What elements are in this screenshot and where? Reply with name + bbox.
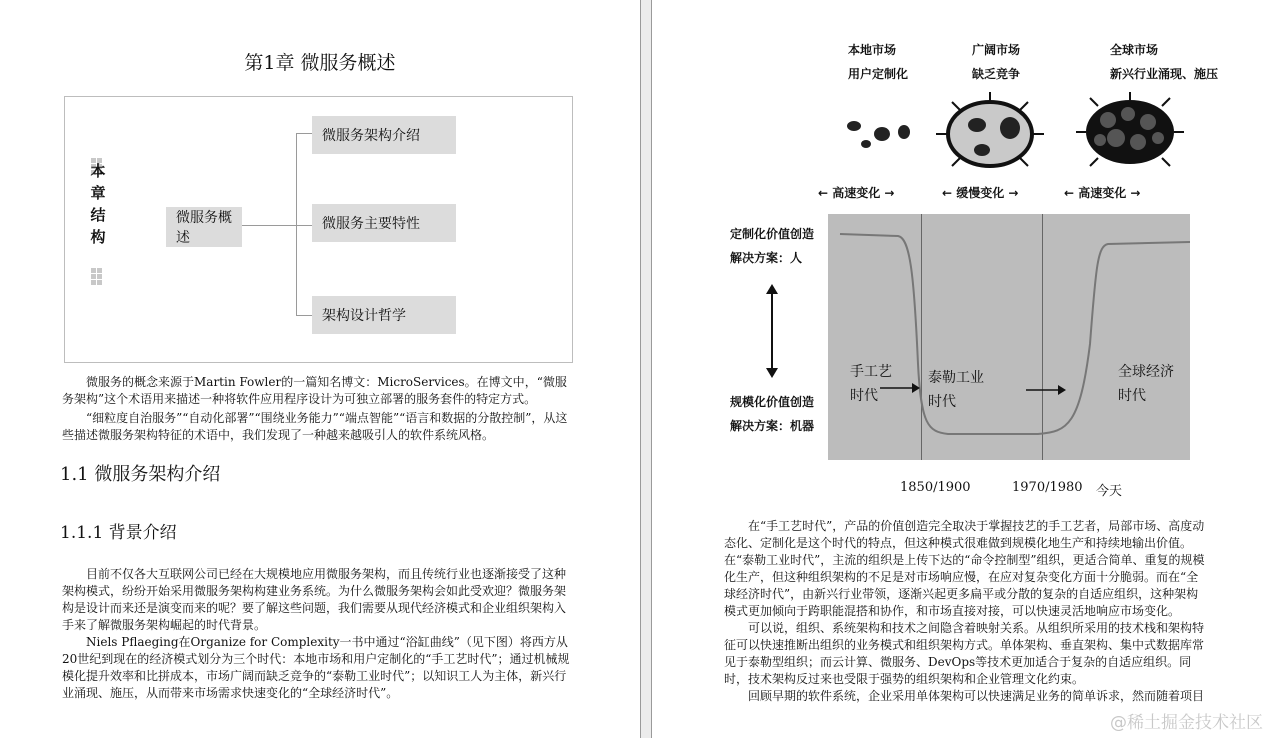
section-heading-1-1: 1.1 微服务架构介绍 xyxy=(60,464,221,485)
mapping-paragraph: 可以说，组织、系统架构和技术之间隐含着映射关系。从组织所采用的技术栈和架构特征可以快速推断出组织的业务模式和组织架构方式。单体架构、垂直架构、集中式数据库常见于泰勒型组织；而云计算、微服务、DevOps等技术更加适合于复杂的自适应组织。同时，技术架构反过来也受限于强势的组织架构和企业管理文化约束。 xyxy=(724,621,1205,686)
connector-line xyxy=(296,133,312,134)
structure-label: 本章结构 xyxy=(90,162,106,246)
connector-line xyxy=(296,315,312,316)
era-label-taylor: 泰勒工业 时代 xyxy=(928,370,984,410)
branch-node-features: 微服务主要特性 xyxy=(312,204,456,242)
right-page xyxy=(652,0,1277,738)
y-label-scale: 规模化价值创造 解决方案：机器 xyxy=(730,395,815,433)
arrow-right-icon xyxy=(1026,384,1066,396)
change-label-fast-2: ← 高速变化 → xyxy=(1064,186,1141,200)
market-label-local: 本地市场 用户定制化 xyxy=(848,43,909,81)
connector-line xyxy=(296,133,297,315)
small-blobs-icon xyxy=(847,121,910,148)
branch-node-intro: 微服务架构介绍 xyxy=(312,116,456,154)
market-illustrations xyxy=(832,92,1232,182)
bathtub-curve xyxy=(828,214,1190,460)
era-label-global: 全球经济 时代 xyxy=(1118,364,1174,404)
arrow-right-icon xyxy=(880,382,920,394)
bathtub-paragraph: Niels Pflaeging在Organize for Complexity一书中通过“浴缸曲线”（见下图）将西方从20世纪到现在的经济模式划分为三个时代：本地市场和用户定制化的“手工艺时代”；通过机械规模化提升效率和比拼成本，市场广阔而缺乏竞争的“泰勒工业时代”；以知识工人为主体，新兴行业涌现、施压，从而带来市场需求快速变化的“全球经济时代”。 xyxy=(62,635,570,700)
x-tick-today: 今天 xyxy=(1096,484,1123,499)
chapter-title: 第1章 微服务概述 xyxy=(244,52,396,74)
section-heading-1-1-1: 1.1.1 背景介绍 xyxy=(60,523,177,543)
center-node: 微服务概述 xyxy=(166,207,242,247)
retrospect-paragraph: 回顾早期的软件系统，企业采用单体架构可以快速满足业务的简单诉求，然而随着项目 xyxy=(748,689,1205,703)
market-label-broad: 广阔市场 缺乏竞争 xyxy=(972,43,1021,81)
watermark: @稀土掘金技术社区 xyxy=(1110,713,1263,733)
branch-node-philosophy: 架构设计哲学 xyxy=(312,296,456,334)
bathtub-chart xyxy=(828,214,1190,460)
intro-paragraph: 微服务的概念来源于Martin Fowler的一篇知名博文：MicroServices。在博文中，“微服务架构”这个术语用来描述一种将软件应用程序设计为可独立部署的服务套件的特定方式。 xyxy=(62,375,567,406)
structure-label-bottom-dots xyxy=(91,268,105,286)
double-arrow-icon xyxy=(764,284,780,378)
connector-line xyxy=(242,225,296,226)
page-gutter xyxy=(640,0,652,738)
connector-line xyxy=(296,225,312,226)
era-label-craft: 手工艺 时代 xyxy=(850,364,892,404)
eras-paragraph: 在“手工艺时代”，产品的价值创造完全取决于掌握技艺的手工艺者，局部市场、高度动态化、定制化是这个时代的特点，但这种模式很难做到规模化地生产和持续地输出价值。在“泰勒工业时代”，主流的组织是上传下达的“命令控制型”组织，更适合简单、重复的规模化生产，但这种组织架构的不足是对市场响应慢，在应对复杂变化方面十分脆弱。而在“全球经济时代”，由新兴行业带领，逐渐兴起更多扁平或分散的复杂的自适应组织，这种架构模式更加倾向于跨职能混搭和协作，和市场直接对接，可以快速灵活地响应市场变化。 xyxy=(724,519,1205,618)
change-label-fast-1: ← 高速变化 → xyxy=(818,186,895,200)
global-market-icon xyxy=(1076,92,1184,166)
terms-paragraph: “细粒度自治服务”“自动化部署”“围绕业务能力”“端点智能”“语言和数据的分散控制”，从这些描述微服务架构特征的术语中，我们发现了一种越来越吸引人的软件系统风格。 xyxy=(62,411,568,442)
background-paragraph: 目前不仅各大互联网公司已经在大规模地应用微服务架构，而且传统行业也逐渐接受了这种架构模式，纷纷开始采用微服务架构构建业务系统。为什么微服务架构会如此受欢迎？微服务架构是设计而来还是演变而来的呢？要了解这些问题，我们需要从现代经济模式和企业组织架构入手来了解微服务架构崛起的时代背景。 xyxy=(62,567,567,632)
market-label-global: 全球市场 新兴行业涌现、施压 xyxy=(1110,43,1219,81)
y-label-custom: 定制化价值创造 解决方案：人 xyxy=(730,227,815,265)
change-label-slow: ← 缓慢变化 → xyxy=(942,186,1019,200)
x-tick-1970: 1970/1980 xyxy=(1012,480,1083,495)
x-tick-1850: 1850/1900 xyxy=(900,480,971,495)
broad-market-icon xyxy=(936,92,1044,166)
